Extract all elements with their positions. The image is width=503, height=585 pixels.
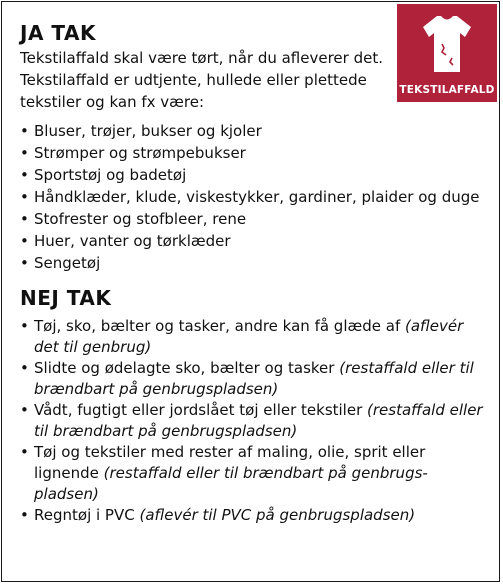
nej-tak-item-note: (restaffald eller til brændbart på genbrugs-pladsen)	[34, 464, 428, 503]
nej-tak-item	[20, 316, 490, 358]
nej-tak-item-note: (restaffald eller til brændbart på genbrugspladsen)	[34, 359, 474, 398]
ja-tak-item: • Stofrester og stofbleer, rene	[20, 208, 490, 230]
nej-tak-item	[20, 442, 490, 505]
ja-tak-section	[20, 22, 490, 274]
nej-tak-item-text: Vådt, fugtigt eller jordslået tøj eller tekstiler	[34, 401, 363, 419]
nej-tak-item-text: Tøj og tekstiler med rester af maling, olie, sprit eller lignende	[34, 443, 426, 482]
badge-label: TEKSTILAFFALD	[399, 84, 495, 96]
nej-tak-item-note: (aflevér til PVC på genbrugspladsen)	[139, 506, 416, 524]
ja-tak-heading: JA TAK	[20, 21, 96, 45]
ja-tak-item: • Strømper og strømpebukser	[20, 142, 490, 164]
ja-tak-item: • Huer, vanter og tørklæder	[20, 230, 490, 252]
ja-tak-item: • Sengetøj	[20, 252, 490, 274]
ja-tak-intro: Tekstilaffald skal være tørt, når du afleverer det. Tekstilaffald er udtjente, hullede eller plettede tekstiler og kan fx være:	[20, 49, 383, 111]
nej-tak-heading: NEJ TAK	[20, 286, 112, 310]
nej-tak-item-text: Tøj, sko, bælter og tasker, andre kan få glæde af	[34, 317, 401, 335]
nej-tak-item-note: (aflevér det til genbrug)	[34, 317, 464, 356]
ja-tak-item: • Bluser, trøjer, bukser og kjoler	[20, 120, 490, 142]
nej-tak-item-text: Slidte og ødelagte sko, bælter og tasker	[34, 359, 335, 377]
ja-tak-item: • Sportstøj og badetøj	[20, 164, 490, 186]
nej-tak-item	[20, 505, 490, 526]
nej-tak-list	[20, 316, 490, 526]
nej-tak-item	[20, 400, 490, 442]
nej-tak-item	[20, 358, 490, 400]
ja-tak-list	[20, 120, 490, 274]
content	[20, 22, 490, 526]
nej-tak-section	[20, 287, 490, 526]
nej-tak-item-note: (restaffald eller til brændbart på genbrugspladsen)	[34, 401, 483, 440]
info-panel	[1, 1, 500, 582]
nej-tak-item-text: Regntøj i PVC	[34, 506, 135, 524]
ja-tak-item: • Håndklæder, klude, viskestykker, gardiner, plaider og duge	[20, 186, 490, 208]
